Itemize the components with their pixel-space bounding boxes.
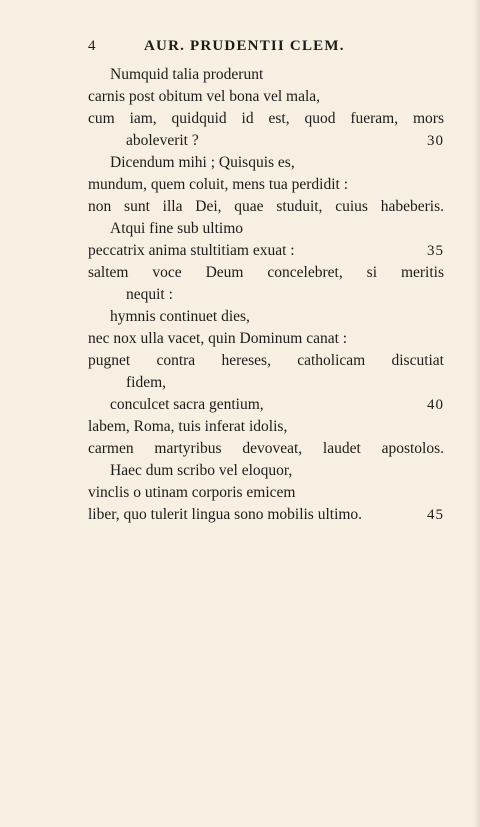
verse-line: non sunt illa Dei, quae studuit, cuius habeberis. <box>88 198 444 215</box>
verse-line: cum iam, quidquid id est, quod fueram, mors <box>88 110 444 127</box>
verse-line: pugnet contra hereses, catholicam discutiat <box>88 352 444 369</box>
verse-line: Haec dum scribo vel eloquor, <box>110 462 293 479</box>
verse-line: Atqui fine sub ultimo <box>110 220 244 237</box>
verse-line: aboleverit ? 30 <box>88 130 444 152</box>
verse-line: nequit : <box>126 286 173 303</box>
verse-line: nec nox ulla vacet, quin Dominum canat : <box>88 330 348 347</box>
verse-line: saltem voce Deum concelebret, si meritis <box>88 264 444 281</box>
verse-line: liber, quo tulerit lingua sono mobilis ultimo. 45 <box>88 504 444 526</box>
page-edge-shadow <box>474 0 480 827</box>
page-header <box>88 38 448 58</box>
line-number: 45 <box>427 507 444 523</box>
verse-line: hymnis continuet dies, <box>110 308 250 325</box>
verse-line: peccatrix anima stultitiam exuat : 35 <box>88 240 444 262</box>
verse-line: carmen martyribus devoveat, laudet apostolos. <box>88 440 444 457</box>
running-head: AUR. PRUDENTII CLEM. <box>144 38 345 54</box>
verse-line: labem, Roma, tuis inferat idolis, <box>88 418 288 435</box>
verse-line: conculcet sacra gentium, 40 <box>88 394 444 416</box>
verse-line: fidem, <box>126 374 167 391</box>
page-number: 4 <box>88 38 96 54</box>
verse-line: Dicendum mihi ; Quisquis es, <box>110 154 295 171</box>
line-number: 40 <box>427 397 444 413</box>
line-number: 35 <box>427 243 444 259</box>
verse-line: vinclis o utinam corporis emicem <box>88 484 296 501</box>
verse-line: carnis post obitum vel bona vel mala, <box>88 88 321 105</box>
line-number: 30 <box>427 133 444 149</box>
verse-line: Numquid talia proderunt <box>110 66 264 83</box>
verse-line: mundum, quem coluit, mens tua perdidit : <box>88 176 349 193</box>
